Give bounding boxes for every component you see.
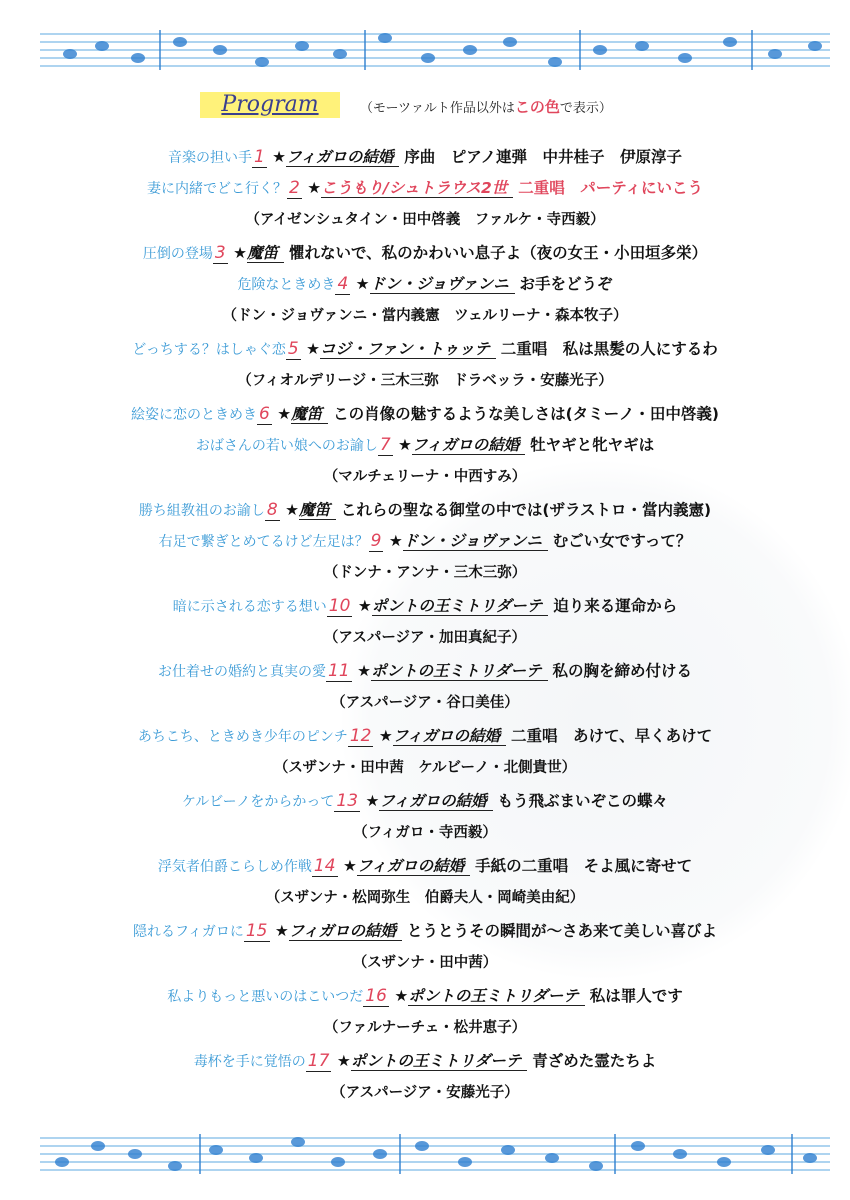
star-icon: ★ xyxy=(271,405,292,423)
item-description: もう飛ぶまいぞこの蝶々 xyxy=(497,792,669,810)
item-description: 私は罪人です xyxy=(589,987,683,1005)
item-cast: （アイゼンシュタイン・田中啓義 ファルケ・寺西毅） xyxy=(245,212,605,228)
item-number: 16 xyxy=(365,986,387,1006)
item-subtitle: 浮気者伯爵こらしめ作戦 xyxy=(157,859,312,875)
item-cast: （ドン・ジョヴァンニ・當内義憲 ツェルリーナ・森本牧子） xyxy=(222,308,628,324)
program-item xyxy=(0,723,850,749)
program-item-line xyxy=(131,401,719,428)
item-opera-title: フィガロの結婚 xyxy=(393,727,506,746)
item-description: 私の胸を締め付ける xyxy=(552,662,692,680)
item-description: 二重唱 私は黒髪の人にするわ xyxy=(500,340,718,358)
item-opera-title: ポントの王ミトリダーテ xyxy=(351,1052,528,1071)
item-opera-title: ドン・ジョヴァンニ xyxy=(370,275,515,294)
item-number: 1 xyxy=(253,147,265,167)
item-cast: （スザンナ・松岡弥生 伯爵夫人・岡崎美由紀） xyxy=(265,890,585,906)
item-number: 5 xyxy=(287,339,299,359)
item-opera-title: こうもり/シュトラウス2世 xyxy=(321,179,513,198)
program-item-line xyxy=(182,788,668,815)
item-opera-title: フィガロの結婚 xyxy=(412,436,525,455)
item-opera-title: ポントの王ミトリダーテ xyxy=(371,662,548,681)
item-description: 青ざめた霊たちよ xyxy=(532,1052,657,1070)
item-subtitle: お仕着せの婚約と真実の愛 xyxy=(158,664,327,680)
star-icon: ★ xyxy=(351,662,371,680)
item-description: 懼れないで、私のかわいい息子よ（夜の女王・小田垣多栄） xyxy=(288,244,708,262)
item-subtitle: 私よりもっと悪いのはこいつだ xyxy=(167,989,364,1005)
program-item xyxy=(0,240,850,266)
star-icon: ★ xyxy=(269,922,289,940)
program-item xyxy=(0,593,850,619)
program-item xyxy=(0,497,850,523)
item-cast: （マルチェリーナ・中西すみ） xyxy=(323,469,527,485)
program-item-line xyxy=(173,593,677,620)
item-cast: （フィオルデリージ・三木三弥 ドラベッラ・安藤光子） xyxy=(237,373,613,389)
item-number: 15 xyxy=(245,921,268,941)
item-number: 2 xyxy=(288,178,300,198)
item-number: 11 xyxy=(328,661,350,681)
item-opera-title: ポントの王ミトリダーテ xyxy=(372,597,549,616)
program-item-line xyxy=(168,144,682,171)
item-number: 6 xyxy=(259,404,270,424)
item-opera-title: 魔笛 xyxy=(299,501,336,520)
item-number: 4 xyxy=(337,274,349,294)
program-item xyxy=(0,432,850,458)
program-item-line xyxy=(196,432,654,459)
star-icon: ★ xyxy=(227,244,247,262)
program-item-line xyxy=(237,271,612,298)
item-subtitle: 妻に内緒でどこ行く？ xyxy=(146,181,287,197)
item-number: 17 xyxy=(307,1051,330,1071)
item-opera-title: 魔笛 xyxy=(291,405,328,424)
star-icon: ★ xyxy=(352,597,372,615)
item-cast: （アスパージア・谷口美佳） xyxy=(331,695,519,711)
program-item xyxy=(0,144,850,170)
item-number: 10 xyxy=(328,596,351,616)
program-item xyxy=(0,1048,850,1074)
star-icon: ★ xyxy=(383,532,403,550)
item-number: 12 xyxy=(349,726,372,746)
item-subtitle: 勝ち組教祖のお諭し xyxy=(138,503,265,519)
item-cast: （ドンナ・アンナ・三木三弥） xyxy=(323,565,527,581)
program-item xyxy=(0,983,850,1009)
program-item xyxy=(0,658,850,684)
item-subtitle: おばさんの若い娘へのお諭し xyxy=(195,438,378,454)
item-number: 13 xyxy=(336,791,359,811)
note-suffix: で表示） xyxy=(559,101,612,116)
item-subtitle: どっちする？はしゃぐ恋 xyxy=(132,342,286,358)
item-description: とうとうその瞬間が～さあ来て美しい喜びよ xyxy=(407,922,718,940)
item-number: 14 xyxy=(313,856,336,876)
item-cast: （アスパージア・安藤光子） xyxy=(331,1085,519,1101)
item-opera-title: フィガロの結婚 xyxy=(286,148,399,167)
note-prefix: （モーツァルト作品以外は xyxy=(360,101,515,116)
star-icon: ★ xyxy=(360,792,380,810)
program-item xyxy=(0,271,850,297)
item-description: お手をどうぞ xyxy=(519,275,613,293)
item-subtitle: 危険なときめき xyxy=(237,277,336,293)
item-subtitle: 右足で繋ぎとめてるけど左足は？ xyxy=(158,534,369,550)
item-cast: （ファルナーチェ・松井恵子） xyxy=(323,1020,527,1036)
item-number: 3 xyxy=(214,243,226,263)
program-item xyxy=(0,788,850,814)
program-item xyxy=(0,336,850,362)
program-item xyxy=(0,175,850,201)
star-icon: ★ xyxy=(331,1052,351,1070)
item-description: むごい女ですって？ xyxy=(552,532,692,550)
item-subtitle: 絵姿に恋のときめき xyxy=(131,407,258,423)
program-item-line xyxy=(159,528,692,555)
item-description: 二重唱 あけて、早くあけて xyxy=(510,727,713,745)
item-opera-title: コジ・ファン・トゥッテ xyxy=(320,340,496,359)
program-item-line xyxy=(133,918,717,945)
item-subtitle: 毒杯を手に覚悟の xyxy=(193,1054,306,1070)
item-opera-title: ドン・ジョヴァンニ xyxy=(403,532,548,551)
star-icon: ★ xyxy=(350,275,370,293)
program-title: Program xyxy=(200,92,340,118)
program-item xyxy=(0,918,850,944)
note-highlight: この色 xyxy=(514,98,560,116)
item-cast: （フィガロ・寺西毅） xyxy=(353,825,497,841)
program-item xyxy=(0,853,850,879)
star-icon: ★ xyxy=(388,987,409,1005)
item-number: 9 xyxy=(370,531,382,551)
program-item xyxy=(0,528,850,554)
star-icon: ★ xyxy=(392,436,412,454)
item-opera-title: ポントの王ミトリダーテ xyxy=(408,987,585,1006)
music-staff-bottom-decoration xyxy=(40,1132,830,1176)
item-subtitle: 隠れるフィガロに xyxy=(132,924,244,940)
item-opera-title: フィガロの結婚 xyxy=(357,857,470,876)
item-number: 7 xyxy=(379,435,391,455)
item-opera-title: フィガロの結婚 xyxy=(289,922,402,941)
program-item-line xyxy=(132,336,718,363)
item-description: 迫り来る運命から xyxy=(553,597,678,615)
item-opera-title: フィガロの結婚 xyxy=(379,792,492,811)
item-opera-title: 魔笛 xyxy=(247,244,284,263)
item-cast: （スザンナ・田中茜 ケルビーノ・北側貴世） xyxy=(273,760,577,776)
star-icon: ★ xyxy=(373,727,393,745)
item-description: この肖像の魅するような美しさは(タミーノ・田中啓義) xyxy=(333,405,719,423)
item-subtitle: 暗に示される恋する想い xyxy=(172,599,327,615)
item-number: 8 xyxy=(266,500,278,520)
item-subtitle: ケルビーノをからかって xyxy=(181,794,335,810)
program-item-line xyxy=(143,240,707,267)
item-subtitle: 音楽の担い手 xyxy=(167,150,252,166)
item-description: 牡ヤギと牝ヤギは xyxy=(530,436,655,454)
program-item-line xyxy=(158,658,692,685)
program-item-line xyxy=(194,1048,656,1075)
item-cast: （アスパージア・加田真紀子） xyxy=(323,630,527,646)
program-item-line xyxy=(158,853,692,880)
star-icon: ★ xyxy=(279,501,299,519)
program-item xyxy=(0,401,850,427)
item-subtitle: 圧倒の登場 xyxy=(142,246,213,262)
item-description: 手紙の二重唱 そよ風に寄せて xyxy=(475,857,693,875)
program-item-line xyxy=(167,983,682,1010)
item-description: 二重唱 パーティにいこう xyxy=(518,179,703,197)
star-icon: ★ xyxy=(337,857,357,875)
star-icon: ★ xyxy=(266,148,287,166)
item-cast: （スザンナ・田中茜） xyxy=(352,955,498,971)
program-item-line xyxy=(147,175,703,202)
program-item-line xyxy=(138,723,712,750)
item-description: これらの聖なる御堂の中では(ザラストロ・當内義憲) xyxy=(340,501,712,519)
item-subtitle: あちこち、ときめき少年のピンチ xyxy=(137,729,348,745)
item-description: 序曲 ピアノ連弾 中井桂子 伊原淳子 xyxy=(404,148,683,166)
star-icon: ★ xyxy=(300,340,321,358)
program-item-line xyxy=(139,497,711,524)
star-icon: ★ xyxy=(301,179,322,197)
